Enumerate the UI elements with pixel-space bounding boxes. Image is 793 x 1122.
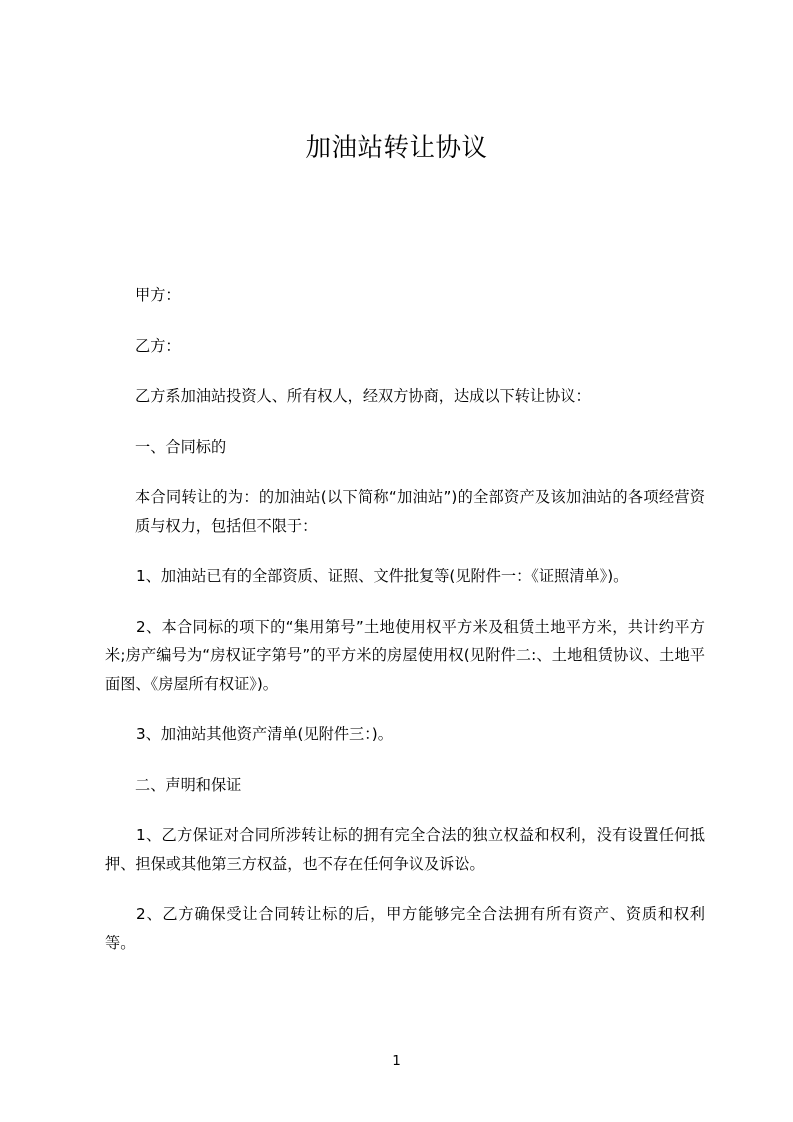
paragraph-preamble: 乙方系加油站投资人、所有权人，经双方协商，达成以下转让协议：	[135, 387, 591, 405]
list-item-1-3: 3、加油站其他资产清单(见附件三：)。	[136, 725, 393, 743]
list-item-1-1: 1、加油站已有的全部资质、证照、文件批复等(见附件一：《证照清单》)。	[136, 567, 629, 585]
paragraph-section-one-intro: 本合同转让的为：的加油站(以下简称“加油站”)的全部资产及该加油站的各项经营资质与权力，包括但不限于：	[135, 488, 705, 535]
paragraph-party-a: 甲方：	[135, 286, 181, 304]
page-title: 加油站转让协议	[305, 133, 488, 163]
list-item-1-2: 2、本合同标的项下的“集用第号”土地使用权平方米及租赁土地平方米，共计约平方米;房产编号为“房权证字第号”的平方米的房屋使用权(见附件二:、土地租赁协议、土地平面图、《房屋所有权证》)。	[105, 617, 705, 693]
heading-section-two: 二、声明和保证	[135, 775, 242, 794]
list-item-2-1: 1、乙方保证对合同所涉转让标的拥有完全合法的独立权益和权利，没有设置任何抵押、担保或其他第三方权益，也不存在任何争议及诉讼。	[105, 826, 705, 873]
heading-section-one: 一、合同标的	[135, 437, 227, 456]
page-number: 1	[392, 1053, 401, 1069]
paragraph-party-b: 乙方：	[135, 336, 181, 355]
list-item-2-2: 2、乙方确保受让合同转让标的后，甲方能够完全合法拥有所有资产、资质和权利等。	[105, 905, 705, 952]
document-body	[105, 281, 705, 957]
